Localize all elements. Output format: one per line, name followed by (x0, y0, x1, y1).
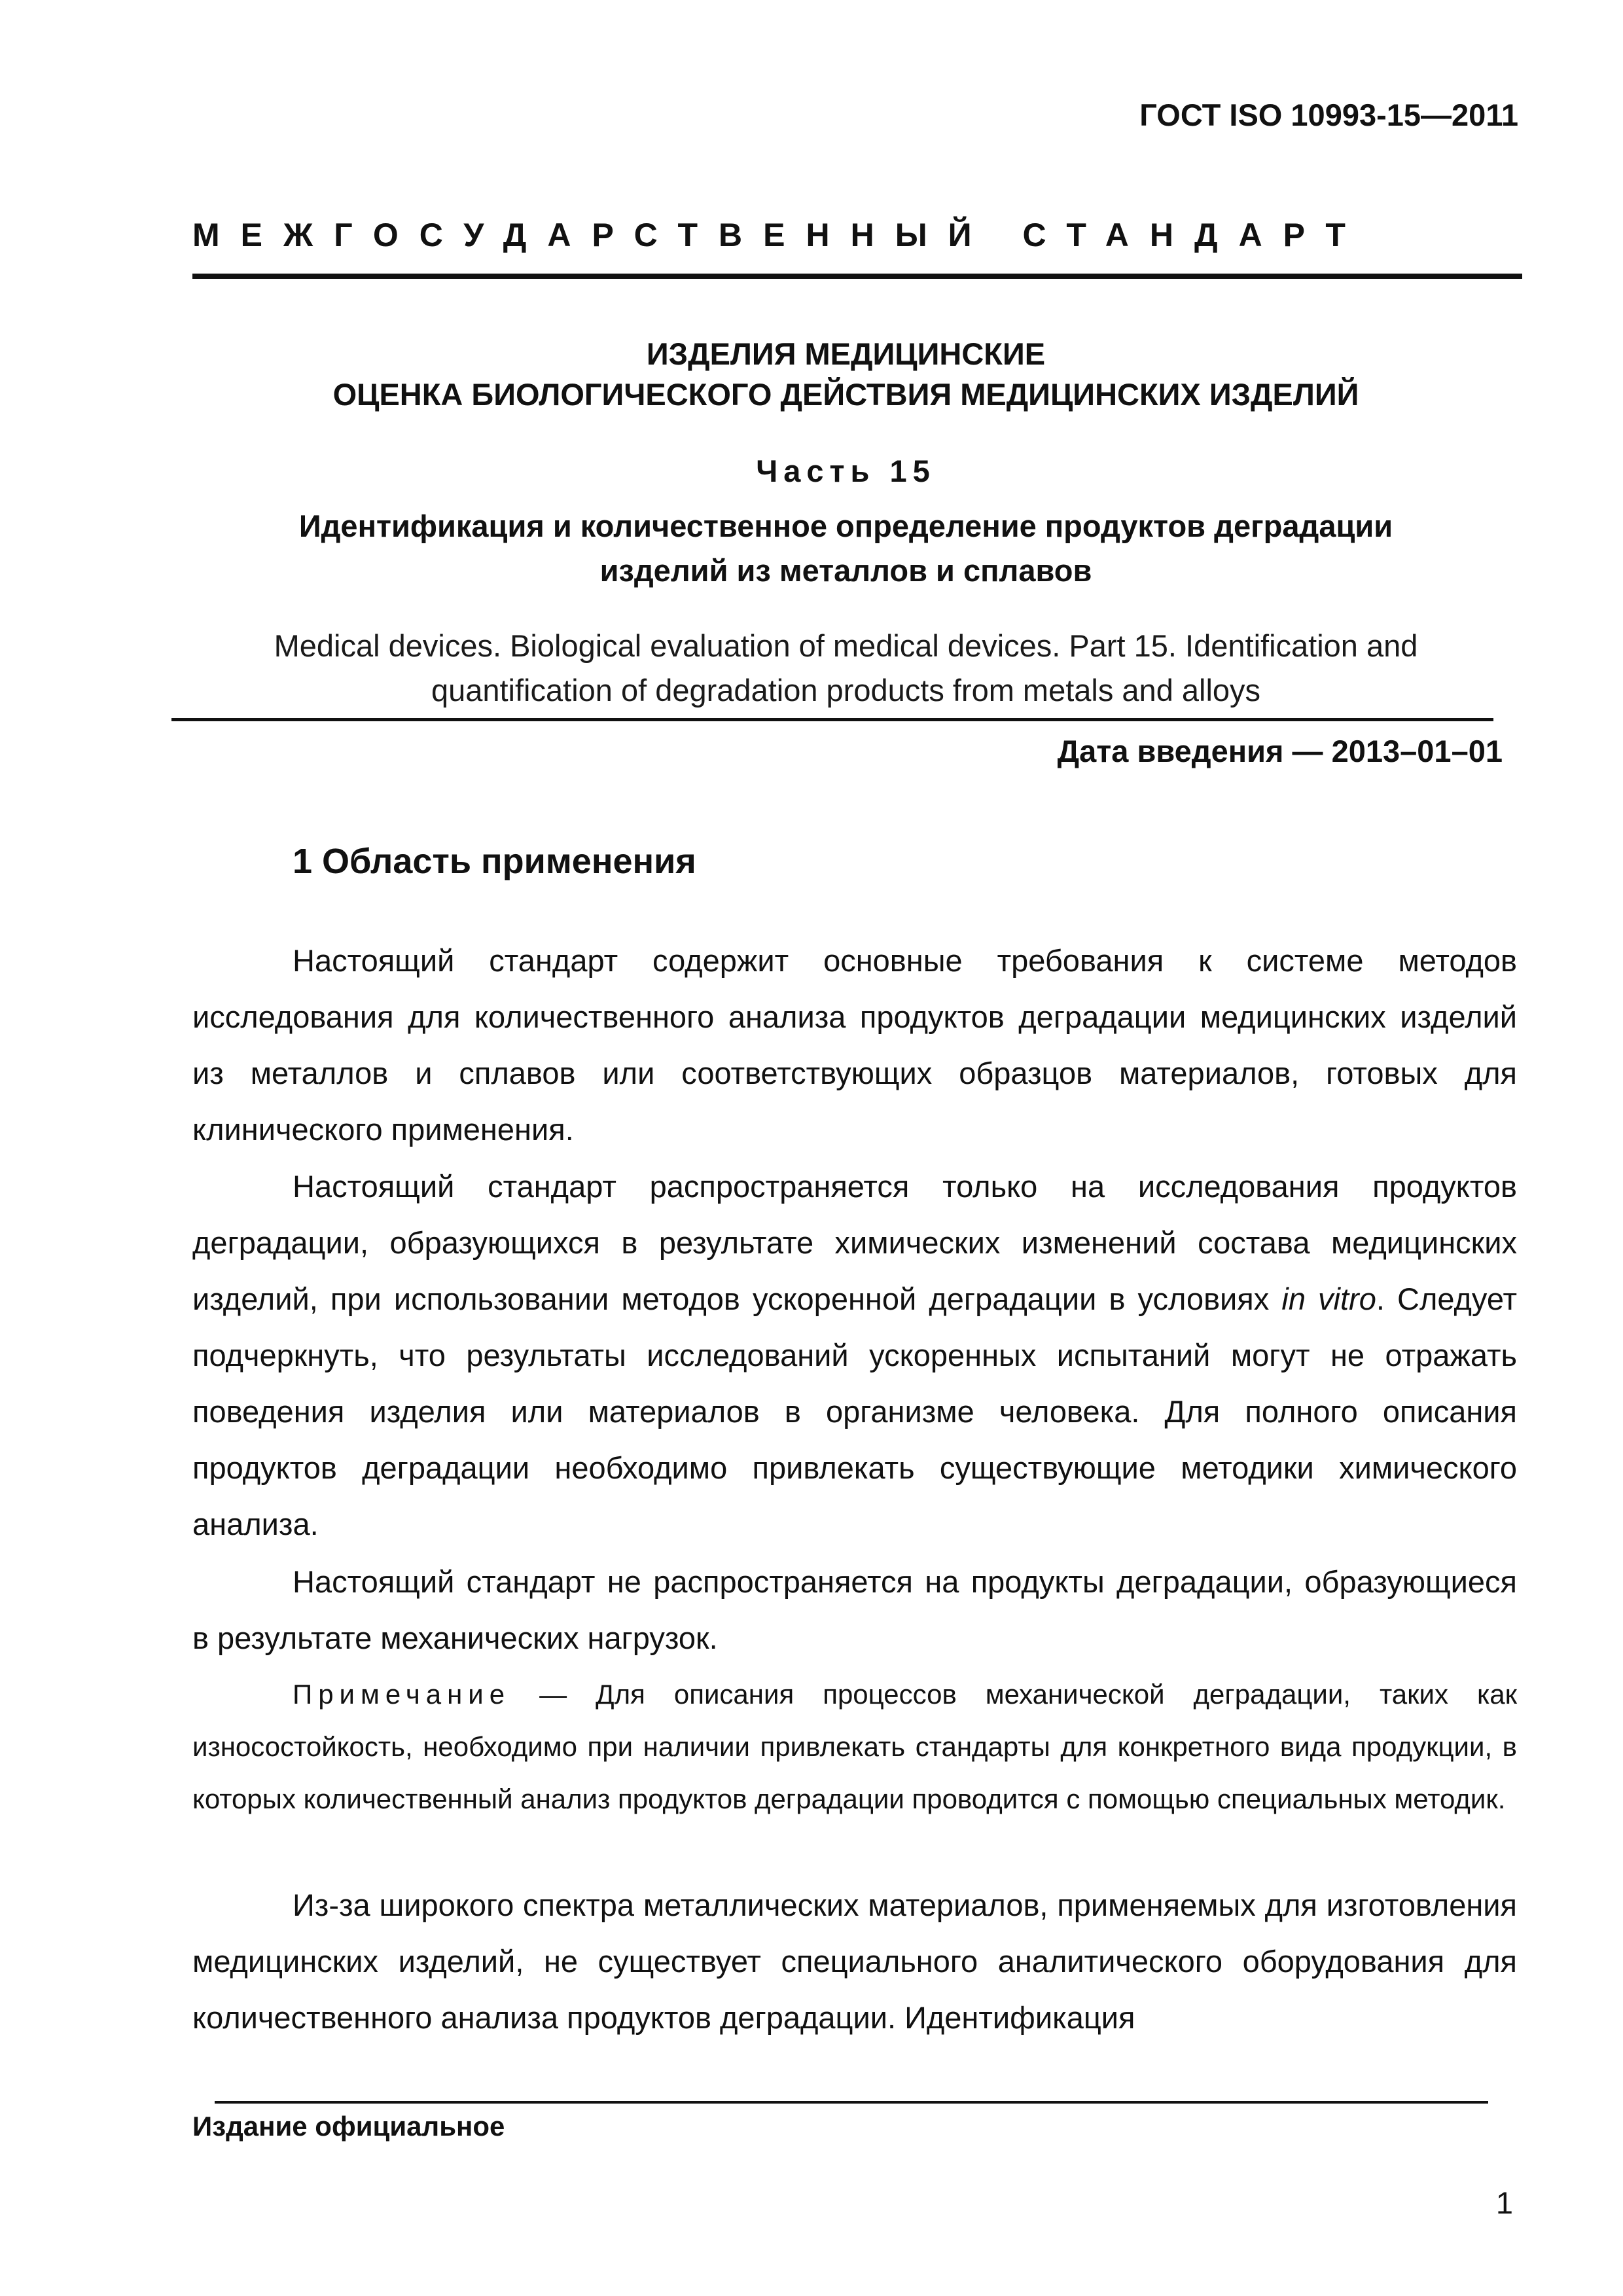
english-title-line-1: Medical devices. Biological evaluation of medical devices. Part 15. Identification and (274, 628, 1418, 663)
part-title (196, 504, 1495, 593)
note-text: — Для описания процессов механической деградации, таких как износостойкость, необходимо при наличии привлекать стандарты для конкретного вида продукции, в которых количественный анализ продуктов деградации проводится с помощью специальных методик. (192, 1679, 1517, 1814)
paragraph-2-text-a: Настоящий стандарт распространяется только на исследования продуктов деградации, образующихся в результате химических изменений состава медицинских изделий, при использовании методов ускоренной деградации в условиях (192, 1169, 1517, 1316)
paragraph-2-text-b: . Следует подчеркнуть, что результаты исследований ускоренных испытаний могут не отражать поведения изделия или материалов в организме человека. Для полного описания продуктов деградации необходимо привлекать существующие методики химического анализа. (192, 1282, 1517, 1541)
part-title-line-2: изделий из металлов и сплавов (599, 553, 1092, 588)
part-title-line-1: Идентификация и количественное определение продуктов деградации (298, 509, 1393, 543)
title-line-1: ИЗДЕЛИЯ МЕДИЦИНСКИЕ (646, 336, 1046, 371)
document-code: ГОСТ ISO 10993-15—2011 (1139, 98, 1518, 132)
title-divider (171, 718, 1493, 721)
footer-divider (215, 2101, 1488, 2104)
part-label: Часть 15 (756, 454, 936, 488)
paragraph-scope-3: Настоящий стандарт не распространяется на продукты деградации, образующиеся в результате механических нагрузок. (192, 1564, 1517, 1655)
standard-type-heading: МЕЖГОСУДАРСТВЕННЫЙ СТАНДАРТ (192, 217, 1366, 253)
english-title (196, 624, 1495, 713)
paragraph-scope-4: Из-за широкого спектра металлических материалов, применяемых для изготовления медицинских изделий, не существует специального аналитического оборудования для количественного анализа продуктов деградации. Идентификация (192, 1888, 1517, 2035)
note-paragraph (192, 1668, 1517, 1825)
paragraph-scope-2 (192, 1158, 1517, 1552)
page-number: 1 (1495, 2185, 1513, 2220)
note-label: Примечание (293, 1679, 511, 1710)
standard-title (196, 334, 1495, 415)
english-title-line-2: quantification of degradation products from metals and alloys (431, 673, 1261, 708)
introduction-date: Дата введения — 2013–01–01 (1057, 734, 1503, 768)
title-line-2: ОЦЕНКА БИОЛОГИЧЕСКОГО ДЕЙСТВИЯ МЕДИЦИНСКИХ ИЗДЕЛИЙ (332, 377, 1359, 412)
paragraph-2-italic-term: in vitro (1281, 1282, 1376, 1316)
paragraph-scope-1: Настоящий стандарт содержит основные требования к системе методов исследования для количественного анализа продуктов деградации медицинских изделий из металлов и сплавов или соответствующих образцов материалов, готовых для клинического применения. (192, 943, 1517, 1147)
header-divider (192, 274, 1522, 279)
section-heading: 1 Область применения (293, 842, 696, 881)
edition-label: Издание официальное (192, 2111, 505, 2142)
